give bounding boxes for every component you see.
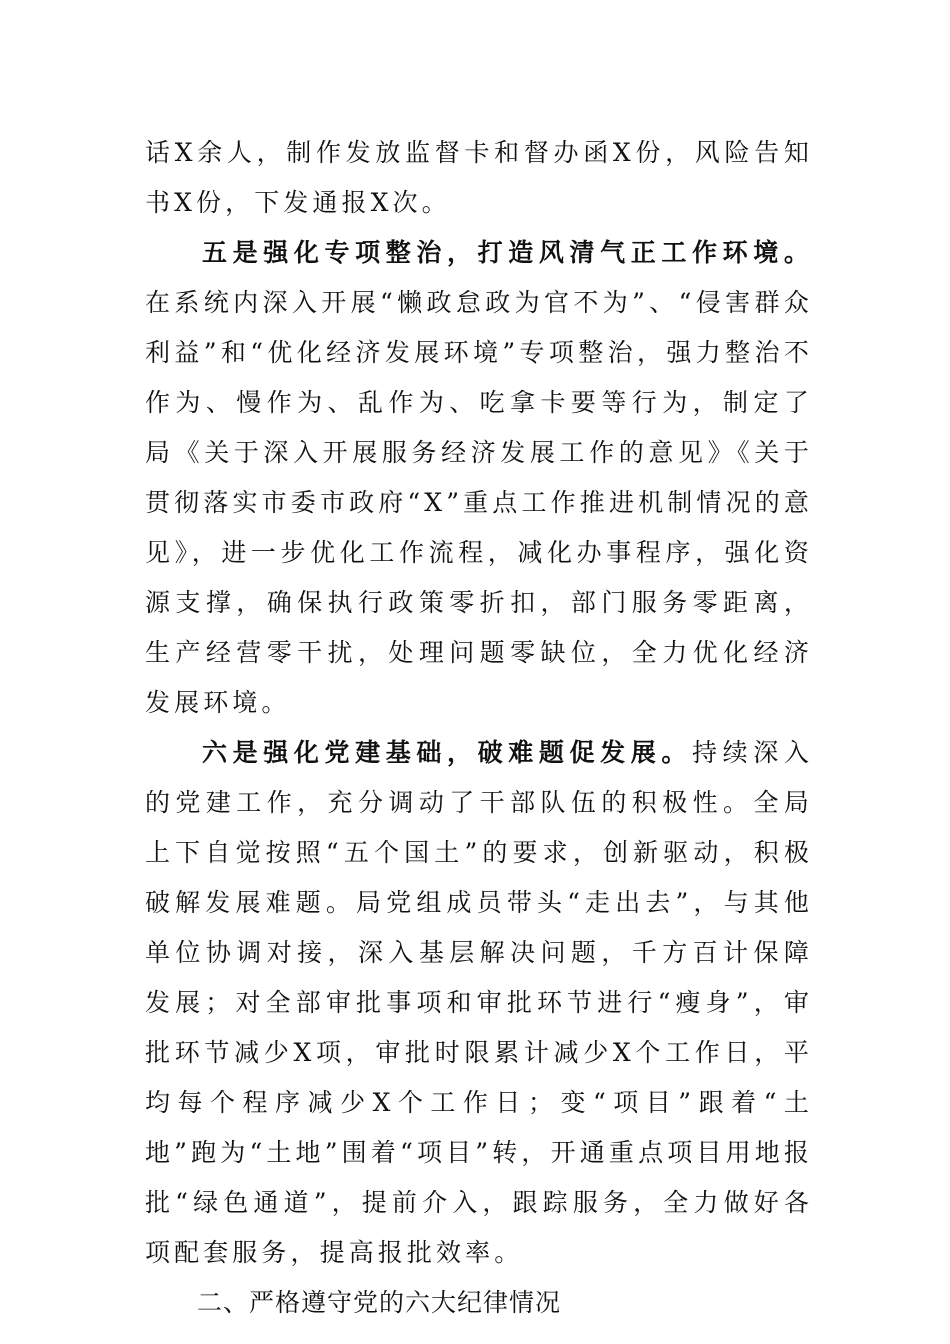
document-body — [145, 128, 813, 1328]
paragraph-text: 话X余人，制作发放监督卡和督办函X份，风险告知书X份，下发通报X次。 — [145, 138, 813, 217]
paragraph-special-rectification — [145, 228, 813, 728]
paragraph-lead: 五是强化专项整治，打造风清气正工作环境。 — [202, 238, 813, 267]
paragraph-continuation — [145, 128, 813, 228]
section-heading: 二、严格遵守党的六大纪律情况 — [197, 1288, 562, 1317]
paragraph-party-building — [145, 728, 813, 1278]
paragraph-text: 持续深入的党建工作，充分调动了干部队伍的积极性。全局上下自觉按照“五个国土”的要求，创新驱动，积极破解发展难题。局党组成员带头“走出去”，与其他单位协调对接，深入基层解决问题，千方百计保障发展；对全部审批事项和审批环节进行“瘦身”，审批环节减少X项，审批时限累计减少X个工作日，平均每个程序减少X个工作日；变“项目”跟着“土地”跑为“土地”围着“项目”转，开通重点项目用地报批“绿色通道”，提前介入，跟踪服务，全力做好各项配套服务，提高报批效率。 — [145, 738, 813, 1267]
paragraph-text: 在系统内深入开展“懒政怠政为官不为”、“侵害群众利益”和“优化经济发展环境”专项整治，强力整治不作为、慢作为、乱作为、吃拿卡要等行为，制定了局《关于深入开展服务经济发展工作的意见》《关于贯彻落实市委市政府“X”重点工作推进机制情况的意见》，进一步优化工作流程，减化办事程序，强化资源支撑，确保执行政策零折扣，部门服务零距离，生产经营零干扰，处理问题零缺位，全力优化经济发展环境。 — [145, 288, 813, 717]
paragraph-lead: 六是强化党建基础，破难题促发展。 — [202, 738, 693, 767]
